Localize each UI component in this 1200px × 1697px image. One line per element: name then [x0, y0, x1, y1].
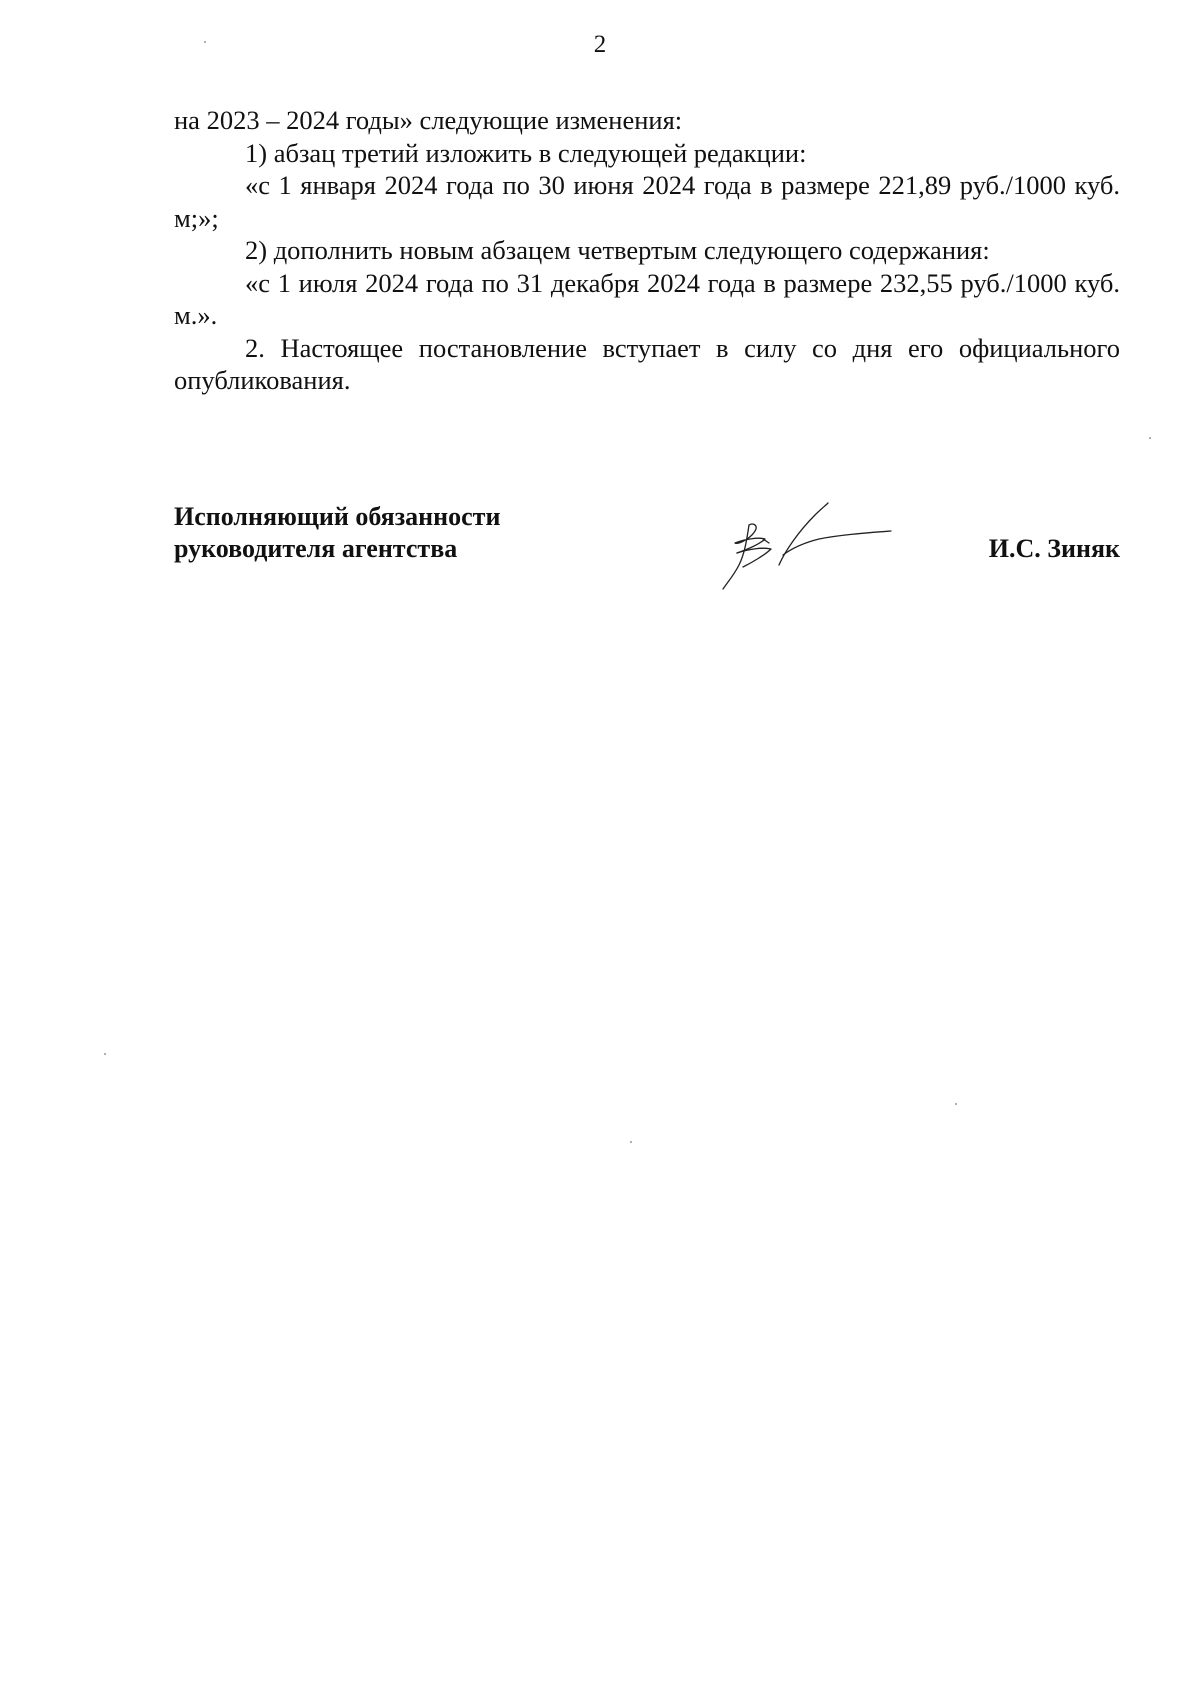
signer-title [174, 501, 500, 565]
paragraph-clause-2: 2. Настоящее постановление вступает в силу со дня его официального опубликования. [174, 332, 1120, 395]
scan-speck [204, 41, 206, 43]
paragraph-intro: на 2023 – 2024 годы» следующие изменения: [174, 105, 683, 135]
scan-speck [955, 1103, 957, 1105]
scan-speck [1149, 437, 1151, 439]
page-number: 2 [593, 31, 607, 58]
paragraph-quote-1: «с 1 января 2024 года по 30 июня 2024 года в размере 221,89 руб./1000 куб. м;»; [174, 170, 1120, 233]
scan-speck [630, 1141, 632, 1143]
signer-title-line-2: руководителя агентства [174, 534, 458, 563]
signer-title-line-1: Исполняющий обязанности [174, 502, 501, 531]
paragraph-quote-2: «с 1 июля 2024 года по 31 декабря 2024 года в размере 232,55 руб./1000 куб. м.». [174, 267, 1120, 330]
paragraph-item-2: 2) дополнить новым абзацем четвертым следующего содержания: [245, 235, 990, 265]
handwritten-signature [719, 493, 899, 593]
signature-block [174, 501, 1120, 611]
document-body [174, 104, 1120, 397]
signer-name: И.С. Зиняк [988, 534, 1120, 563]
paragraph-item-1: 1) абзац третий изложить в следующей редакции: [245, 137, 807, 168]
scan-speck [104, 1053, 106, 1055]
